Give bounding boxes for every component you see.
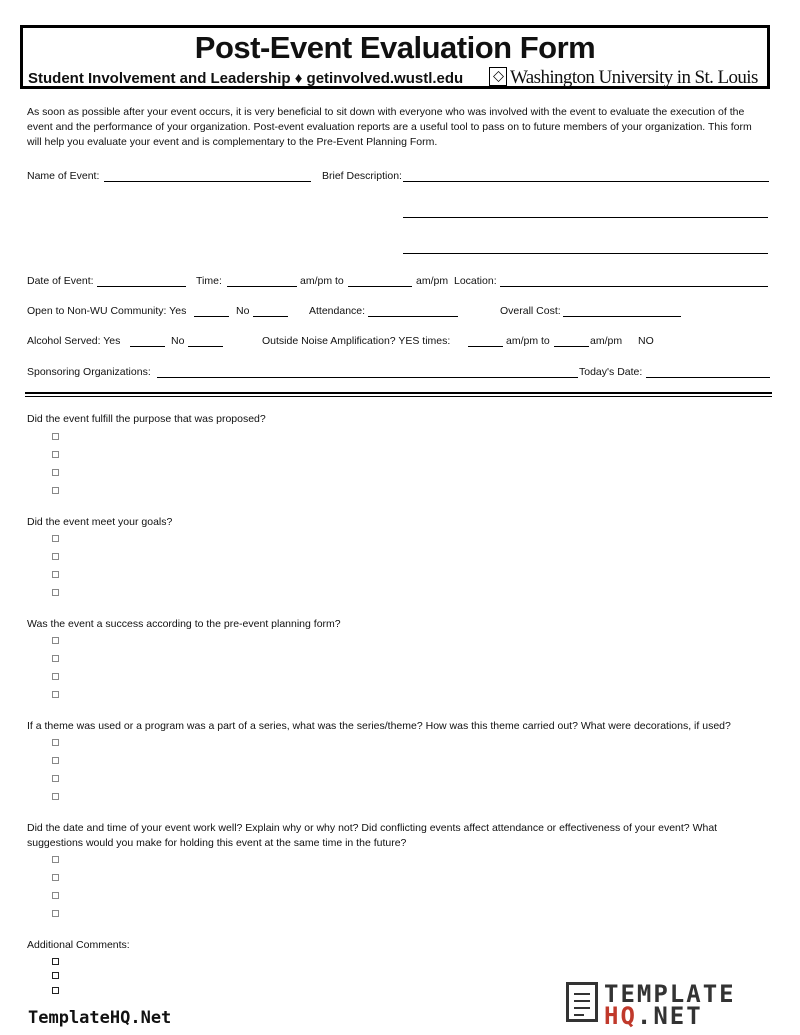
question-5-checkbox[interactable] xyxy=(52,856,59,863)
brief-description-label: Brief Description: xyxy=(322,170,402,182)
open-no-field[interactable] xyxy=(253,316,288,317)
alcohol-yes-field[interactable] xyxy=(130,346,165,347)
open-no-label: No xyxy=(236,305,250,317)
question-4-checkbox[interactable] xyxy=(52,775,59,782)
brand-text-hq: HQ xyxy=(604,1002,637,1030)
question-2-checkbox[interactable] xyxy=(52,571,59,578)
document-icon xyxy=(566,982,598,1022)
question-3-checkbox[interactable] xyxy=(52,637,59,644)
brand-text-net: .NET xyxy=(636,1002,703,1030)
question-2-checkbox[interactable] xyxy=(52,589,59,596)
university-shield-icon xyxy=(489,67,507,86)
todays-date-label: Today's Date: xyxy=(579,366,643,378)
question-1-checkbox[interactable] xyxy=(52,487,59,494)
question-1: Did the event fulfill the purpose that was proposed? xyxy=(27,413,266,425)
brief-description-field-1[interactable] xyxy=(403,181,769,182)
alcohol-no-label: No xyxy=(171,335,185,347)
noise-am-pm-label: am/pm xyxy=(590,335,623,347)
question-2: Did the event meet your goals? xyxy=(27,516,173,528)
question-3-checkbox[interactable] xyxy=(52,691,59,698)
university-name: Washington University in St. Louis xyxy=(510,67,758,88)
time-label: Time: xyxy=(196,275,222,287)
form-subtitle: Student Involvement and Leadership ♦ getinvolved.wustl.edu xyxy=(28,70,464,87)
university-logo xyxy=(489,67,758,89)
question-1-checkbox[interactable] xyxy=(52,433,59,440)
date-of-event-field[interactable] xyxy=(97,286,186,287)
question-5: Did the date and time of your event work well? Explain why or why not? Did conflicting events affect attendance or effectiveness of your event? What suggestions would you make for holding this event at the same time in the future? xyxy=(27,822,718,849)
attendance-label: Attendance: xyxy=(309,305,366,317)
question-5-checkbox[interactable] xyxy=(52,910,59,917)
noise-amplification-label: Outside Noise Amplification? YES times: xyxy=(262,335,451,347)
brief-description-field-3[interactable] xyxy=(403,253,768,254)
noise-no-label: NO xyxy=(638,335,654,347)
name-of-event-field[interactable] xyxy=(104,181,311,182)
form-title: Post-Event Evaluation Form xyxy=(194,30,596,65)
section-divider-thin xyxy=(25,396,772,397)
form-header xyxy=(20,25,770,89)
todays-date-field[interactable] xyxy=(646,377,770,378)
brand-text-hqnet xyxy=(604,1002,703,1030)
question-4-checkbox[interactable] xyxy=(52,739,59,746)
am-pm-label: am/pm xyxy=(416,275,449,287)
question-4-checkbox[interactable] xyxy=(52,793,59,800)
location-field[interactable] xyxy=(500,286,768,287)
question-1-checkbox[interactable] xyxy=(52,451,59,458)
question-3: Was the event a success according to the pre-event planning form? xyxy=(27,618,341,630)
alcohol-served-label: Alcohol Served: Yes xyxy=(27,335,121,347)
sponsoring-organizations-field[interactable] xyxy=(157,377,578,378)
question-4: If a theme was used or a program was a part of a series, what was the series/theme? How was this theme carried out? What were decorations, if used? xyxy=(27,720,731,732)
question-3-checkbox[interactable] xyxy=(52,655,59,662)
question-3-checkbox[interactable] xyxy=(52,673,59,680)
overall-cost-label: Overall Cost: xyxy=(500,305,561,317)
question-2-checkbox[interactable] xyxy=(52,535,59,542)
attendance-field[interactable] xyxy=(368,316,458,317)
noise-am-pm-to-label: am/pm to xyxy=(506,335,550,347)
sponsoring-organizations-label: Sponsoring Organizations: xyxy=(27,366,151,378)
intro-paragraph: As soon as possible after your event occurs, it is very beneficial to sit down with everyone who was involved with the event to evaluate the execution of the event and the performance of your organization. Post-event evaluation reports are a useful tool to pass on to future members of your organization. This form will help you evaluate your event and is complementary to the Pre-Event Planning Form. xyxy=(27,106,752,148)
question-5-checkbox[interactable] xyxy=(52,892,59,899)
additional-comments-checkbox[interactable] xyxy=(52,987,59,994)
brief-description-field-2[interactable] xyxy=(403,217,768,218)
additional-comments-checkbox[interactable] xyxy=(52,972,59,979)
footer-watermark: TemplateHQ.Net xyxy=(28,1008,172,1028)
open-yes-field[interactable] xyxy=(194,316,229,317)
alcohol-no-field[interactable] xyxy=(188,346,223,347)
additional-comments-checkbox[interactable] xyxy=(52,958,59,965)
question-1-checkbox[interactable] xyxy=(52,469,59,476)
templatehq-logo xyxy=(566,982,746,1030)
open-non-wu-label: Open to Non-WU Community: Yes xyxy=(27,305,187,317)
noise-time-start-field[interactable] xyxy=(468,346,503,347)
question-4-checkbox[interactable] xyxy=(52,757,59,764)
location-label: Location: xyxy=(454,275,497,287)
date-of-event-label: Date of Event: xyxy=(27,275,94,287)
question-5-checkbox[interactable] xyxy=(52,874,59,881)
section-divider xyxy=(25,392,772,394)
question-2-checkbox[interactable] xyxy=(52,553,59,560)
am-pm-to-label: am/pm to xyxy=(300,275,344,287)
noise-time-end-field[interactable] xyxy=(554,346,589,347)
name-of-event-label: Name of Event: xyxy=(27,170,100,182)
additional-comments-label: Additional Comments: xyxy=(27,939,130,951)
time-end-field[interactable] xyxy=(348,286,412,287)
time-start-field[interactable] xyxy=(227,286,297,287)
overall-cost-field[interactable] xyxy=(563,316,681,317)
brand-text-template: TEMPLATE xyxy=(604,980,736,1008)
